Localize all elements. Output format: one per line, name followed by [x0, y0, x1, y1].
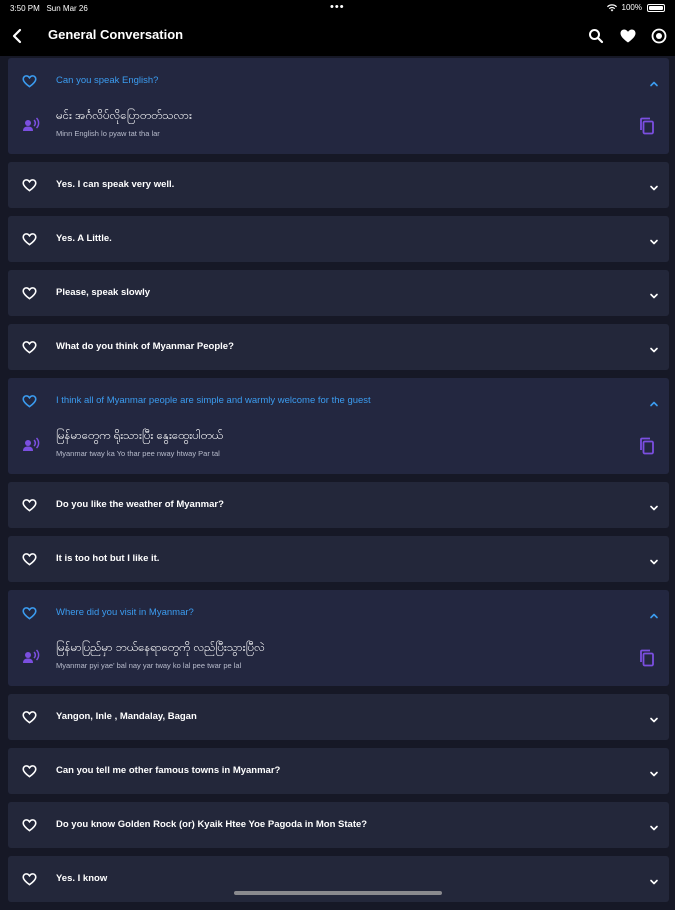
phrase-answer	[8, 424, 669, 474]
voice-icon[interactable]	[22, 116, 40, 132]
page-title: General Conversation	[48, 27, 184, 42]
chevron-down-icon[interactable]	[649, 500, 659, 510]
chevron-down-icon[interactable]	[649, 766, 659, 776]
chevron-down-icon[interactable]	[649, 874, 659, 884]
phrase-answer	[8, 104, 669, 154]
phrase-header[interactable]	[8, 856, 669, 902]
chevron-down-icon[interactable]	[649, 180, 659, 190]
phrase-header[interactable]	[8, 216, 669, 262]
phrase-header[interactable]	[8, 270, 669, 316]
copy-icon[interactable]	[639, 437, 655, 455]
transliteration-text: Minn English lo pyaw tat tha lar	[56, 129, 160, 138]
phrase-question: Can you speak English?	[56, 75, 159, 86]
heart-icon[interactable]	[22, 394, 37, 408]
phrase-card[interactable]	[8, 482, 669, 528]
phrase-card[interactable]	[8, 162, 669, 208]
heart-icon[interactable]	[22, 818, 37, 832]
phrase-question: Do you know Golden Rock (or) Kyaik Htee Yoe Pagoda in Mon State?	[56, 819, 368, 830]
chevron-up-icon[interactable]	[649, 396, 659, 406]
phrase-question: Yangon, Inle , Mandalay, Bagan	[56, 711, 197, 722]
phrase-question: Please, speak slowly	[56, 287, 151, 298]
phrase-header[interactable]	[8, 802, 669, 848]
chevron-down-icon[interactable]	[649, 820, 659, 830]
back-arrow-icon[interactable]	[8, 26, 28, 46]
heart-icon[interactable]	[22, 552, 37, 566]
phrase-card[interactable]	[8, 694, 669, 740]
chevron-down-icon[interactable]	[649, 288, 659, 298]
phrase-card[interactable]	[8, 324, 669, 370]
myanmar-text: မြန်မာတွေက ရိုးသားပြီး နွေးထွေးပါတယ်	[56, 430, 224, 442]
myanmar-text: မြန်မာပြည်မှာ ဘယ်နေရာတွေကို လည်ပြီးသွားပြီလဲ	[56, 642, 265, 654]
chevron-down-icon[interactable]	[649, 554, 659, 564]
phrase-header[interactable]	[8, 58, 669, 104]
chevron-down-icon[interactable]	[649, 234, 659, 244]
copy-icon[interactable]	[639, 117, 655, 135]
heart-icon[interactable]	[22, 232, 37, 246]
copy-icon[interactable]	[639, 649, 655, 667]
voice-icon[interactable]	[22, 436, 40, 452]
phrase-question: Where did you visit in Myanmar?	[56, 607, 194, 618]
chevron-down-icon[interactable]	[649, 342, 659, 352]
heart-icon[interactable]	[22, 498, 37, 512]
chevron-up-icon[interactable]	[649, 608, 659, 618]
heart-icon[interactable]	[22, 178, 37, 192]
phrase-header[interactable]	[8, 748, 669, 794]
phrase-card[interactable]	[8, 748, 669, 794]
phrase-question: It is too hot but I like it.	[56, 553, 160, 564]
voice-icon[interactable]	[22, 648, 40, 664]
favorites-heart-icon[interactable]	[618, 26, 638, 46]
phrase-card[interactable]	[8, 378, 669, 474]
phrase-question: Yes. I can speak very well.	[56, 179, 175, 190]
phrase-header[interactable]	[8, 482, 669, 528]
wifi-icon	[607, 4, 617, 12]
settings-icon[interactable]	[649, 26, 669, 46]
status-time: 3:50 PM Sun Mar 26	[10, 4, 88, 13]
phrase-header[interactable]	[8, 324, 669, 370]
battery-percent: 100%	[621, 3, 642, 12]
phrase-card[interactable]	[8, 270, 669, 316]
status-date: Sun Mar 26	[46, 4, 88, 13]
chevron-down-icon[interactable]	[649, 712, 659, 722]
multitask-dots-icon[interactable]: •••	[330, 1, 345, 13]
phrase-card[interactable]	[8, 216, 669, 262]
transliteration-text: Myanmar pyi yae' bal nay yar tway ko lal pee twar pe lal	[56, 661, 242, 670]
phrase-header[interactable]	[8, 536, 669, 582]
transliteration-text: Myanmar tway ka Yo thar pee nway htway Par tal	[56, 449, 220, 458]
phrase-header[interactable]	[8, 162, 669, 208]
phrase-question: Do you like the weather of Myanmar?	[56, 499, 224, 510]
phrase-question: Yes. A Little.	[56, 233, 112, 244]
heart-icon[interactable]	[22, 74, 37, 88]
phrase-header[interactable]	[8, 590, 669, 636]
heart-icon[interactable]	[22, 710, 37, 724]
phrase-question: What do you think of Myanmar People?	[56, 341, 234, 352]
search-icon[interactable]	[586, 26, 606, 46]
heart-icon[interactable]	[22, 872, 37, 886]
phrase-card[interactable]	[8, 802, 669, 848]
phrase-card[interactable]	[8, 58, 669, 154]
phrase-card[interactable]	[8, 856, 669, 902]
chevron-up-icon[interactable]	[649, 76, 659, 86]
phrase-answer	[8, 636, 669, 686]
phrase-card[interactable]	[8, 536, 669, 582]
heart-icon[interactable]	[22, 340, 37, 354]
app-bar	[0, 16, 675, 56]
heart-icon[interactable]	[22, 764, 37, 778]
heart-icon[interactable]	[22, 606, 37, 620]
phrase-question: Yes. I know	[56, 873, 108, 884]
phrase-header[interactable]	[8, 378, 669, 424]
home-indicator[interactable]	[234, 891, 442, 895]
phrase-list	[8, 58, 669, 910]
phrase-question: Can you tell me other famous towns in Myanmar?	[56, 765, 281, 776]
battery-icon	[647, 4, 665, 12]
myanmar-text: မင်း အင်္ဂလိပ်လိုပြောတတ်သလား	[56, 110, 192, 122]
phrase-question: I think all of Myanmar people are simple and warmly welcome for the guest	[56, 395, 371, 406]
phrase-card[interactable]	[8, 590, 669, 686]
heart-icon[interactable]	[22, 286, 37, 300]
status-bar	[0, 0, 675, 16]
phrase-header[interactable]	[8, 694, 669, 740]
